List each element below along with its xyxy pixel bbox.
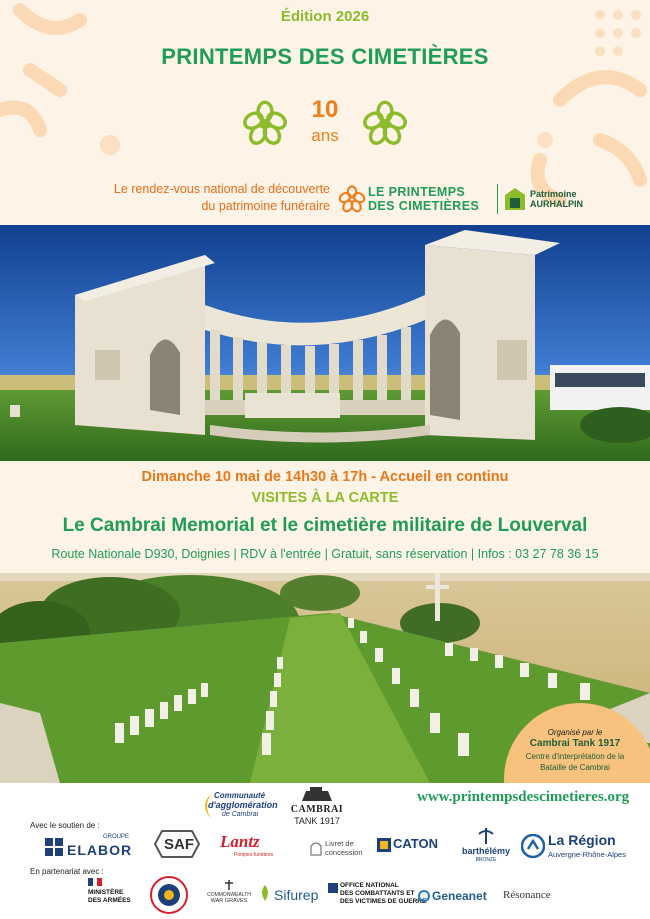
lantz-logo <box>220 832 300 862</box>
logo-text: SAF <box>164 836 194 853</box>
tank-icon <box>300 787 334 803</box>
onac-logo <box>328 882 427 912</box>
logo-text: DES VICTIMES DE GUERRE <box>340 898 427 905</box>
cambrai-agglo-logo <box>198 789 288 823</box>
logo-text: Lantz <box>220 832 260 851</box>
tagline-line: Le rendez-vous national de découverte <box>113 182 330 196</box>
flower-icon <box>362 100 408 146</box>
logo-text: Geneanet <box>432 889 487 903</box>
logo-text: barthélémy <box>461 846 511 856</box>
flower-icon <box>338 185 366 213</box>
logo-text: Livret de <box>325 839 354 848</box>
onac-icon <box>328 883 338 893</box>
logo-text: LE PRINTEMPS <box>368 185 466 199</box>
region-logo <box>521 832 631 862</box>
memorial-photo <box>0 225 650 461</box>
logo-text: BRONZE <box>475 857 497 863</box>
anniversary-number: 10 <box>311 96 339 123</box>
logo-text: Pompes funèbres <box>234 852 274 858</box>
patrimoine-logo <box>504 187 624 213</box>
event-datetime: Dimanche 10 mai de 14h30 à 17h - Accueil en continu <box>141 469 509 485</box>
organizer-name: Cambrai Tank 1917 <box>529 738 621 749</box>
logo-text: Auvergne-Rhône-Alpes <box>548 850 626 859</box>
logo-text: ELABOR <box>67 842 133 858</box>
cwgc-logo <box>199 880 259 910</box>
tagline-line: du patrimoine funéraire <box>201 199 330 213</box>
page-title: PRINTEMPS DES CIMETIÈRES <box>161 44 489 69</box>
geneanet-logo <box>418 889 496 907</box>
logo-divider <box>497 184 498 214</box>
barthelemy-logo <box>456 826 516 864</box>
caton-icon <box>377 838 391 852</box>
geneanet-icon <box>418 890 430 902</box>
caton-logo <box>377 836 445 858</box>
livret-logo <box>310 838 372 862</box>
region-icon <box>521 834 545 858</box>
logo-text: Communauté <box>214 791 266 800</box>
edition-label: Édition 2026 <box>280 8 370 25</box>
logo-text: DES CIMETIÈRES <box>368 199 480 213</box>
sifurep-logo <box>258 884 328 908</box>
logo-text: Sifurep <box>274 887 319 903</box>
cwgc-icon <box>223 880 235 890</box>
patrimoine-text: AURHALPIN <box>530 199 583 209</box>
logo-text: DES COMBATTANTS ET <box>340 890 415 897</box>
logo-text: MINISTÈRE <box>88 889 124 896</box>
partner-label: En partenariat avec : <box>30 867 104 876</box>
logo-text: DES ARMÉES <box>88 897 131 904</box>
organizer-description: Centre d'interprétation de la Bataille de Cambrai <box>525 752 625 772</box>
barthelemy-icon <box>471 826 501 846</box>
support-label: Avec le soutien de : <box>30 821 100 830</box>
logo-text: OFFICE NATIONAL <box>340 882 399 889</box>
patrimoine-icon <box>504 187 526 211</box>
memorial-illustration <box>0 225 650 461</box>
event-place: Le Cambrai Memorial et le cimetière militaire de Louverval <box>62 515 588 536</box>
anniversary-unit: ans <box>311 126 339 145</box>
patrimoine-text: Patrimoine <box>530 189 577 199</box>
logo-text: concession <box>325 848 363 857</box>
logo-text: Résonance <box>503 889 551 901</box>
sifurep-icon <box>258 884 272 902</box>
logo-text: WAR GRAVES <box>210 898 248 904</box>
elabor-icon <box>45 838 63 856</box>
tomb-icon <box>310 840 322 856</box>
anniversary-badge <box>238 96 412 160</box>
printemps-logo <box>338 184 498 216</box>
event-visits: VISITES À LA CARTE <box>251 490 399 506</box>
elabor-logo <box>45 834 141 860</box>
organizer-label: Organisé par le <box>547 728 603 737</box>
armees-logo <box>88 878 148 912</box>
logo-text: d'agglomération <box>208 800 278 810</box>
cambrai-tank-logo <box>290 786 344 828</box>
logo-text: de Cambrai <box>222 811 259 818</box>
logo-text: TANK 1917 <box>294 816 340 826</box>
logo-text: CAMBRAI <box>290 804 344 815</box>
flower-icon <box>242 100 288 146</box>
logo-text: COMMONWEALTH <box>207 892 251 898</box>
logo-text: CATON <box>393 836 439 851</box>
resonance-logo <box>503 889 563 907</box>
marianne-icon <box>88 878 102 886</box>
logo-text: GROUPE <box>103 834 130 840</box>
logo-text: La Région <box>548 832 616 848</box>
website-link[interactable]: www.printempsdescimetieres.org <box>417 789 630 805</box>
event-details: Route Nationale D930, Doignies | RDV à l'entrée | Gratuit, sans réservation | Infos : 03 27 78 36 15 <box>51 547 599 561</box>
saf-logo <box>154 830 204 860</box>
tagline <box>40 181 330 215</box>
